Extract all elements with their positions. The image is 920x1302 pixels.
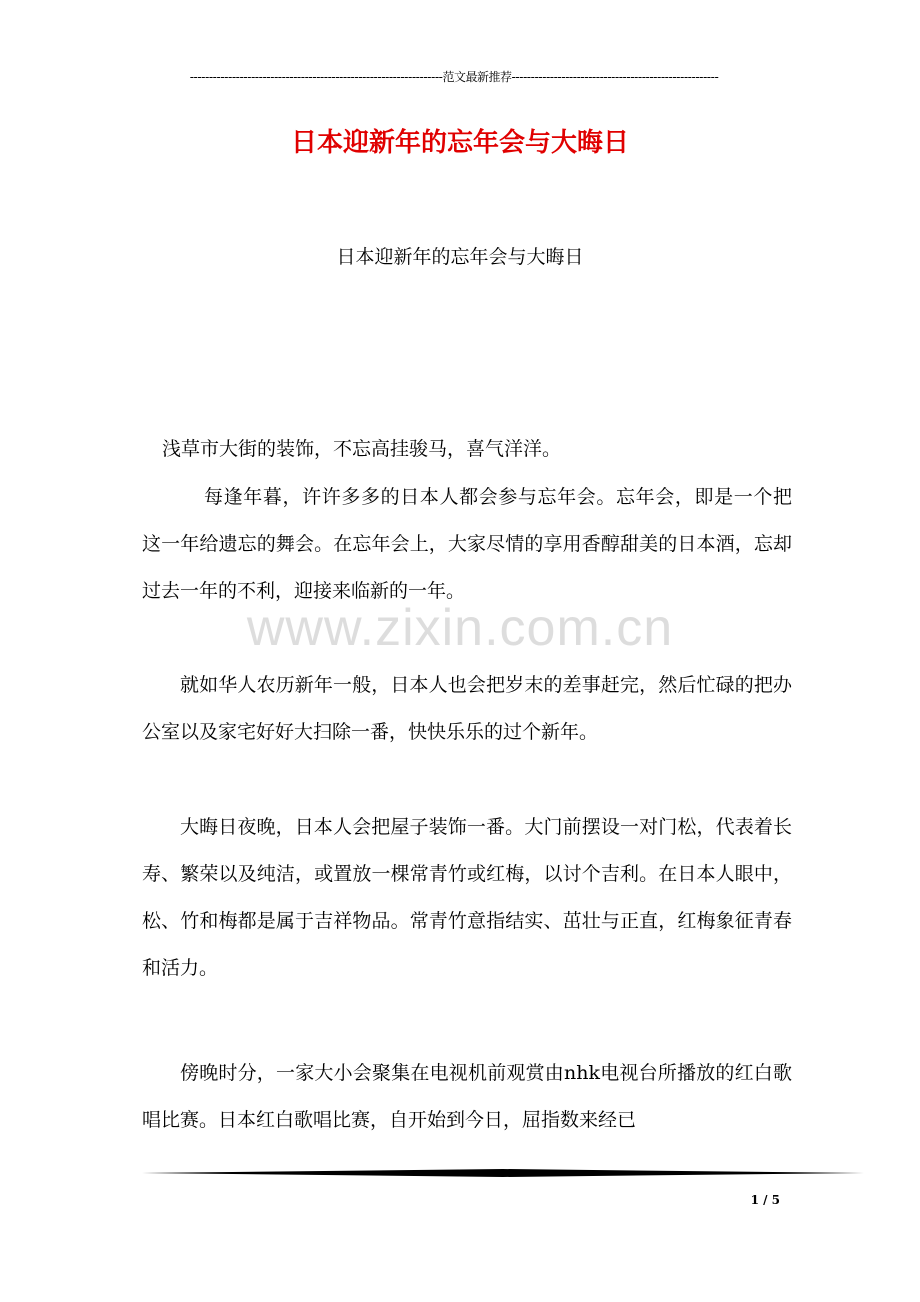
document-subtitle: 日本迎新年的忘年会与大晦日 bbox=[336, 246, 584, 268]
watermark: www.zixin.com.cn bbox=[246, 599, 674, 657]
footer-rule bbox=[142, 1168, 864, 1178]
paragraph-3: 就如华人农历新年一般，日本人也会把岁末的差事赶完，然后忙碌的把办公室以及家宅好好大扫除一番，快快乐乐的过个新年。 bbox=[142, 674, 792, 743]
document-title: 日本迎新年的忘年会与大晦日 bbox=[290, 128, 629, 158]
header-banner: ------------------------------------------------------------------范文最新推荐------------------------------------------------------ bbox=[189, 70, 719, 84]
paragraph-4: 大晦日夜晚，日本人会把屋子装饰一番。大门前摆设一对门松，代表着长寿、繁荣以及纯洁，或置放一棵常青竹或红梅，以讨个吉利。在日本人眼中，松、竹和梅都是属于吉祥物品。常青竹意指结实、茁壮与正直，红梅象征青春和活力。 bbox=[142, 816, 792, 979]
paragraph-1: 浅草市大街的装饰，不忘高挂骏马，喜气洋洋。 bbox=[162, 438, 562, 460]
paragraph-2: 每逢年暮，许许多多的日本人都会参与忘年会。忘年会，即是一个把这一年给遗忘的舞会。在忘年会上，大家尽情的享用香醇甜美的日本酒，忘却过去一年的不利，迎接来临新的一年。 bbox=[142, 486, 792, 602]
paragraph-5: 傍晚时分，一家大小会聚集在电视机前观赏由nhk电视台所播放的红白歌唱比赛。日本红白歌唱比赛，自开始到今日，屈指数来经已 bbox=[142, 1062, 792, 1131]
page-number: 1 / 5 bbox=[750, 1193, 780, 1207]
